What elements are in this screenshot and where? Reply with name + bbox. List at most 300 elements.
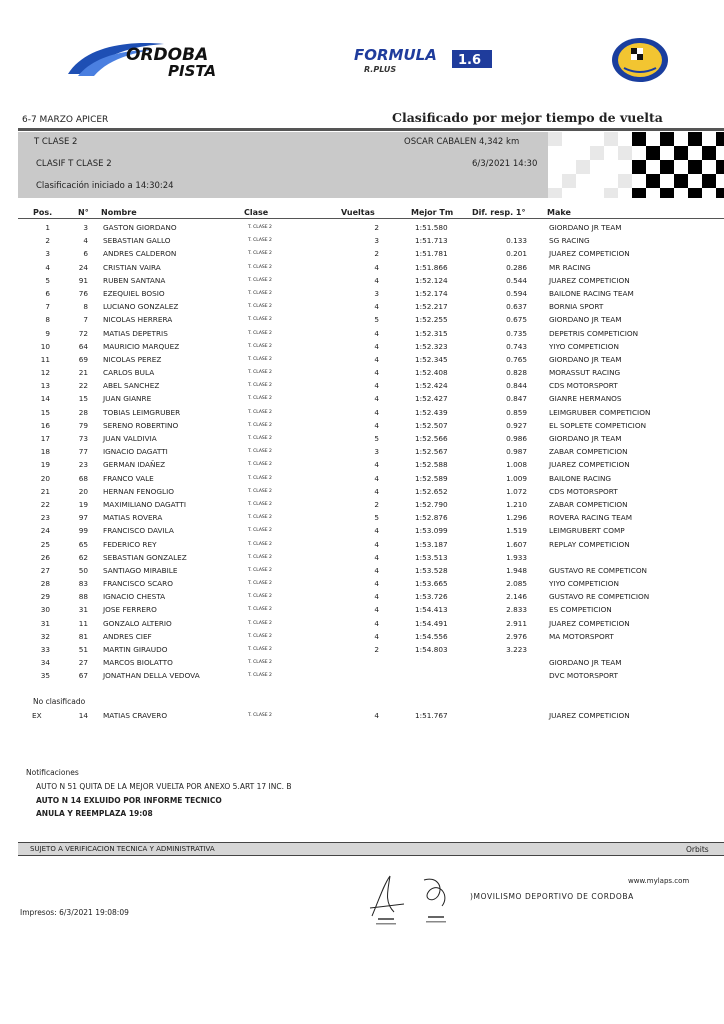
- row-driver: MAXIMILIANO DAGATTI: [103, 499, 186, 509]
- row-pos: 28: [40, 579, 50, 589]
- row-best-time: 1:53.513: [415, 552, 448, 562]
- club-badge-logo: [610, 36, 670, 84]
- cordoba-pista-logo: [64, 40, 240, 80]
- flag-square: [674, 174, 688, 188]
- row-class: T. CLASE 2: [248, 528, 272, 534]
- row-make: YIYO COMPETICION: [549, 341, 619, 351]
- flag-square: [590, 188, 604, 198]
- row-make: JUAREZ COMPETICION: [549, 460, 630, 470]
- row-make: MORASSUT RACING: [549, 368, 621, 378]
- row-best-time: 1:54.413: [415, 605, 448, 615]
- row-pos: 5: [45, 275, 50, 285]
- row-best-time: 1:54.491: [415, 618, 448, 628]
- flag-square: [562, 146, 576, 160]
- row-laps: 4: [374, 605, 379, 615]
- row-class: T. CLASE 2: [248, 475, 272, 481]
- flag-square: [660, 132, 674, 146]
- flag-square: [548, 160, 562, 174]
- note-line: AUTO N 51 QUITA DE LA MEJOR VUELTA POR ANEXO 5.ART 17 INC. B: [36, 782, 292, 791]
- flag-square: [590, 132, 604, 146]
- table-row: [0, 577, 724, 590]
- row-gap: 2.833: [506, 605, 527, 615]
- row-make: ZABAR COMPETICION: [549, 499, 628, 509]
- row-number: 76: [78, 288, 88, 298]
- row-number: 23: [78, 460, 88, 470]
- row-make: ES COMPETICION: [549, 605, 612, 615]
- checkered-flag-graphic: [548, 132, 724, 198]
- row-make: LEIMGRUBER COMPETICION: [549, 407, 651, 417]
- row-number: 4: [83, 236, 88, 246]
- row-best-time: 1:52.315: [415, 328, 448, 338]
- row-gap: 2.085: [506, 579, 527, 589]
- row-gap: 0.844: [506, 381, 527, 391]
- row-driver: SEBASTIAN GALLO: [103, 236, 171, 246]
- table-row: [0, 261, 724, 274]
- row-class: T. CLASE 2: [248, 449, 272, 455]
- flag-square: [716, 160, 724, 174]
- row-make: BAILONE RACING TEAM: [549, 288, 634, 298]
- row-pos: 3: [45, 249, 50, 259]
- flag-square: [576, 146, 590, 160]
- table-row: [0, 603, 724, 616]
- table-row: [0, 511, 724, 524]
- row-pos: 31: [40, 618, 50, 628]
- table-row: [0, 340, 724, 353]
- table-row: [0, 538, 724, 551]
- row-class: T. CLASE 2: [248, 594, 272, 600]
- row-best-time: 1:51.866: [415, 262, 448, 272]
- row-driver: SEBASTIAN GONZALEZ: [103, 552, 187, 562]
- row-laps: 4: [374, 368, 379, 378]
- row-make: ROVERA RACING TEAM: [549, 513, 633, 523]
- flag-square: [548, 132, 562, 146]
- row-driver: CARLOS BULA: [103, 368, 155, 378]
- row-number: 21: [78, 368, 88, 378]
- row-driver: JOSE FERRERO: [103, 605, 157, 615]
- col-header-best: Mejor Tm: [411, 208, 454, 217]
- provider-name: Orbits: [686, 845, 709, 854]
- svg-text:ORDOBA: ORDOBA: [126, 45, 209, 65]
- row-laps: 4: [374, 460, 379, 470]
- flag-square: [590, 146, 604, 160]
- flag-square: [562, 188, 576, 198]
- row-make: GUSTAVO RE COMPETICON: [549, 565, 648, 575]
- row-make: JUAREZ COMPETICION: [549, 249, 630, 259]
- row-laps: 4: [374, 565, 379, 575]
- table-row: [0, 669, 724, 682]
- row-number: 11: [78, 618, 88, 628]
- flag-square: [716, 146, 724, 160]
- row-pos: 26: [40, 552, 50, 562]
- row-number: 68: [78, 473, 88, 483]
- flag-square: [646, 160, 660, 174]
- flag-square: [646, 132, 660, 146]
- row-best-time: 1:53.665: [415, 579, 448, 589]
- row-laps: 4: [374, 618, 379, 628]
- row-laps: 5: [374, 513, 379, 523]
- report-title: Clasificado por mejor tiempo de vuelta: [392, 110, 663, 125]
- table-row: [0, 221, 724, 234]
- flag-square: [660, 146, 674, 160]
- row-laps: 4: [374, 420, 379, 430]
- flag-square: [604, 146, 618, 160]
- row-class: T. CLASE 2: [248, 264, 272, 270]
- row-make: GIANRE HERMANOS: [549, 394, 622, 404]
- row-driver: JONATHAN DELLA VEDOVA: [103, 671, 200, 681]
- flag-square: [618, 174, 632, 188]
- row-number: 69: [78, 354, 88, 364]
- flag-square: [674, 146, 688, 160]
- table-row: [0, 247, 724, 260]
- flag-square: [562, 160, 576, 174]
- flag-square: [688, 188, 702, 198]
- row-driver: EZEQUIEL BOSIO: [103, 288, 165, 298]
- row-laps: 4: [374, 579, 379, 589]
- row-make: SG RACING: [549, 236, 590, 246]
- flag-square: [562, 132, 576, 146]
- row-driver: ABEL SANCHEZ: [103, 381, 160, 391]
- table-row: [0, 300, 724, 313]
- row-number: 91: [78, 275, 88, 285]
- row-pos: 6: [45, 288, 50, 298]
- row-number: 31: [78, 605, 88, 615]
- row-best-time: 1:52.588: [415, 460, 448, 470]
- row-pos: 34: [40, 658, 50, 668]
- row-driver: JUAN VALDIVIA: [103, 434, 157, 443]
- row-pos: 27: [40, 565, 50, 575]
- row-pos: 12: [40, 368, 50, 378]
- table-row: [0, 617, 724, 630]
- table-row: [0, 287, 724, 300]
- row-class: T. CLASE 2: [248, 396, 272, 402]
- row-class: T. CLASE 2: [248, 515, 272, 521]
- row-driver: GASTON GIORDANO: [103, 223, 177, 232]
- event-name: 6-7 MARZO APICER: [22, 115, 109, 125]
- flag-square: [660, 188, 674, 198]
- row-driver: IGNACIO CHESTA: [103, 592, 166, 602]
- row-gap: 0.987: [506, 447, 527, 457]
- flag-square: [618, 188, 632, 198]
- row-laps: 4: [374, 407, 379, 417]
- row-best-time: 1:52.124: [415, 275, 448, 285]
- row-pos: 33: [40, 645, 50, 654]
- table-row: [0, 643, 724, 656]
- flag-square: [590, 174, 604, 188]
- row-laps: 4: [374, 275, 379, 285]
- flag-square: [716, 188, 724, 198]
- row-class: T. CLASE 2: [248, 567, 272, 573]
- row-driver: RUBEN SANTANA: [103, 275, 166, 285]
- flag-square: [702, 188, 716, 198]
- row-class: T. CLASE 2: [248, 541, 272, 547]
- row-number: 79: [78, 420, 88, 430]
- row-gap: 0.735: [506, 328, 527, 338]
- row-gap: 0.765: [506, 354, 527, 364]
- svg-text:1.6: 1.6: [458, 53, 482, 68]
- flag-square: [716, 174, 724, 188]
- category-label: T CLASE 2: [34, 137, 78, 147]
- row-gap: 1.210: [506, 499, 527, 509]
- row-driver: ANDRES CALDERON: [103, 249, 177, 259]
- row-pos: 9: [45, 328, 50, 338]
- table-row: [0, 472, 724, 485]
- table-row: [0, 656, 724, 669]
- flag-square: [618, 132, 632, 146]
- row-make: BORNIA SPORT: [549, 302, 604, 312]
- row-number: 65: [78, 539, 88, 549]
- row-gap: 0.201: [506, 249, 527, 259]
- row-driver: MAURICIO MARQUEZ: [103, 341, 180, 351]
- row-make: MA MOTORSPORT: [549, 631, 614, 641]
- table-row: [0, 432, 724, 445]
- row-pos: 21: [40, 486, 50, 496]
- row-pos: 10: [40, 341, 50, 351]
- row-number: 15: [78, 394, 88, 404]
- row-make: BAILONE RACING: [549, 473, 612, 483]
- row-laps: 4: [374, 526, 379, 536]
- col-header-name: Nombre: [101, 208, 137, 217]
- row-class: T. CLASE 2: [248, 356, 272, 362]
- row-driver: FRANCO VALE: [103, 473, 154, 483]
- row-driver: IGNACIO DAGATTI: [103, 447, 168, 457]
- row-pos: 18: [40, 447, 50, 457]
- row-pos: 24: [40, 526, 50, 536]
- row-gap: 0.544: [506, 275, 527, 285]
- row-pos: 1: [45, 223, 50, 232]
- row-class: T. CLASE 2: [248, 290, 272, 296]
- row-driver: TOBIAS LEIMGRUBER: [103, 407, 181, 417]
- row-driver: FRANCISCO SCARO: [103, 579, 173, 589]
- table-row: [0, 419, 724, 432]
- flag-square: [632, 132, 646, 146]
- row-laps: 2: [374, 499, 379, 509]
- flag-square: [702, 174, 716, 188]
- row-class: T. CLASE 2: [248, 317, 272, 323]
- row-class: T. CLASE 2: [248, 633, 272, 639]
- row-number: 64: [78, 341, 88, 351]
- flag-square: [604, 132, 618, 146]
- row-laps: 4: [374, 354, 379, 364]
- row-pos: 19: [40, 460, 50, 470]
- row-gap: 2.911: [506, 618, 527, 628]
- row-best-time: 1:53.528: [415, 565, 448, 575]
- table-row: [0, 498, 724, 511]
- row-make: CDS MOTORSPORT: [549, 381, 618, 391]
- formula-1-6-logo: [354, 46, 492, 76]
- row-class: T. CLASE 2: [248, 251, 272, 257]
- flag-square: [646, 174, 660, 188]
- flag-square: [702, 146, 716, 160]
- row-class: T. CLASE 2: [248, 462, 272, 468]
- row-best-time: 1:52.174: [415, 288, 448, 298]
- flag-square: [702, 160, 716, 174]
- row-number: 24: [78, 262, 88, 272]
- row-number: 7: [83, 315, 88, 325]
- row-gap: 0.286: [506, 262, 527, 272]
- flag-square: [632, 188, 646, 198]
- row-laps: 4: [374, 381, 379, 391]
- flag-square: [618, 160, 632, 174]
- row-best-time: 1:52.876: [415, 513, 448, 523]
- flag-square: [562, 174, 576, 188]
- row-class: T. CLASE 2: [248, 660, 272, 666]
- flag-square: [548, 188, 562, 198]
- row-make: YIYO COMPETICION: [549, 579, 619, 589]
- row-make: GIORDANO JR TEAM: [549, 658, 622, 668]
- flag-square: [576, 188, 590, 198]
- row-laps: 3: [374, 447, 379, 457]
- row-number: 72: [78, 328, 88, 338]
- col-header-laps: Vueltas: [341, 208, 375, 217]
- row-laps: 4: [374, 486, 379, 496]
- row-number: 27: [78, 658, 88, 668]
- row-class: T. CLASE 2: [248, 501, 272, 507]
- flag-square: [660, 174, 674, 188]
- row-gap: 0.133: [506, 236, 527, 246]
- row-best-time: 1:52.427: [415, 394, 448, 404]
- row-class: T. CLASE 2: [248, 383, 272, 389]
- row-driver: LUCIANO GONZALEZ: [103, 302, 179, 312]
- row-number: 50: [78, 565, 88, 575]
- flag-square: [674, 188, 688, 198]
- table-row: [0, 564, 724, 577]
- row-number: 3: [83, 223, 88, 232]
- flag-square: [674, 160, 688, 174]
- table-row: [0, 590, 724, 603]
- row-laps: 4: [374, 394, 379, 404]
- results-table: [0, 221, 724, 683]
- row-number: 51: [78, 645, 88, 654]
- row-gap: 1.072: [506, 486, 527, 496]
- table-row: [0, 274, 724, 287]
- flag-square: [604, 188, 618, 198]
- table-row: [0, 234, 724, 247]
- row-driver: MATIAS DEPETRIS: [103, 328, 168, 338]
- row-best-time: 1:54.803: [415, 645, 448, 654]
- row-number: 62: [78, 552, 88, 562]
- flag-square: [688, 160, 702, 174]
- classification-label: CLASIF T CLASE 2: [36, 159, 112, 169]
- row-number: 20: [78, 486, 88, 496]
- row-class: T. CLASE 2: [248, 225, 272, 230]
- row-gap: 1.519: [506, 526, 527, 536]
- table-row: [0, 630, 724, 643]
- flag-square: [632, 146, 646, 160]
- flag-square: [576, 174, 590, 188]
- row-gap: 0.847: [506, 394, 527, 404]
- row-laps: 4: [374, 262, 379, 272]
- row-gap: 0.675: [506, 315, 527, 325]
- row-gap: 1.607: [506, 539, 527, 549]
- row-driver: NICOLAS PEREZ: [103, 354, 162, 364]
- row-laps: 4: [374, 592, 379, 602]
- flag-square: [618, 146, 632, 160]
- row-pos: EX: [32, 711, 42, 720]
- row-make: JUAREZ COMPETICION: [549, 275, 630, 285]
- row-laps: 4: [374, 631, 379, 641]
- row-best-time: 1:52.566: [415, 434, 448, 443]
- row-pos: 30: [40, 605, 50, 615]
- not-classified-row: [0, 709, 724, 722]
- row-number: 81: [78, 631, 88, 641]
- row-number: 99: [78, 526, 88, 536]
- col-header-no: N°: [78, 208, 89, 217]
- row-make: ZABAR COMPETICION: [549, 447, 628, 457]
- row-make: JUAREZ COMPETICION: [549, 711, 630, 720]
- svg-text:FORMULA: FORMULA: [354, 46, 437, 64]
- row-pos: 35: [40, 671, 50, 681]
- row-make: GIORDANO JR TEAM: [549, 354, 622, 364]
- row-class: T. CLASE 2: [248, 581, 272, 587]
- row-best-time: 1:52.567: [415, 447, 448, 457]
- row-best-time: 1:52.790: [415, 499, 448, 509]
- row-driver: MATIAS CRAVERO: [103, 711, 168, 720]
- row-pos: 8: [45, 315, 50, 325]
- verification-note: SUJETO A VERIFICACION TECNICA Y ADMINISTRATIVA: [30, 845, 215, 853]
- row-best-time: 1:51.781: [415, 249, 448, 259]
- row-pos: 2: [45, 236, 50, 246]
- row-best-time: 1:52.424: [415, 381, 448, 391]
- row-number: 88: [78, 592, 88, 602]
- row-laps: 4: [374, 473, 379, 483]
- row-number: 97: [78, 513, 88, 523]
- row-laps: 4: [374, 341, 379, 351]
- row-driver: GERMAN IDAÑEZ: [103, 460, 166, 470]
- row-make: CDS MOTORSPORT: [549, 486, 618, 496]
- row-pos: 13: [40, 381, 50, 391]
- row-best-time: 1:54.556: [415, 631, 448, 641]
- row-class: T. CLASE 2: [248, 647, 272, 652]
- note-line-bold: ANULA Y REEMPLAZA 19:08: [36, 809, 153, 818]
- flag-square: [702, 132, 716, 146]
- row-number: 19: [78, 499, 88, 509]
- website-link[interactable]: www.mylaps.com: [628, 877, 690, 885]
- row-class: T. CLASE 2: [248, 620, 272, 626]
- row-pos: 29: [40, 592, 50, 602]
- row-make: GIORDANO JR TEAM: [549, 434, 622, 443]
- row-gap: 1.008: [506, 460, 527, 470]
- row-best-time: 1:52.589: [415, 473, 448, 483]
- flag-square: [646, 146, 660, 160]
- session-datetime: 6/3/2021 14:30: [472, 159, 538, 169]
- row-best-time: 1:52.507: [415, 420, 448, 430]
- row-pos: 22: [40, 499, 50, 509]
- row-make: JUAREZ COMPETICION: [549, 618, 630, 628]
- row-driver: GONZALO ALTERIO: [103, 618, 172, 628]
- row-laps: 4: [374, 328, 379, 338]
- row-best-time: 1:53.187: [415, 539, 448, 549]
- row-best-time: 1:52.652: [415, 486, 448, 496]
- row-class: T. CLASE 2: [248, 713, 272, 718]
- row-best-time: 1:53.099: [415, 526, 448, 536]
- row-make: EL SOPLETE COMPETICION: [549, 420, 647, 430]
- row-laps: 5: [374, 434, 379, 443]
- row-gap: 1.296: [506, 513, 527, 523]
- row-number: 8: [83, 302, 88, 312]
- row-class: T. CLASE 2: [248, 436, 272, 441]
- row-class: T. CLASE 2: [248, 277, 272, 283]
- flag-square: [632, 174, 646, 188]
- row-best-time: 1:52.345: [415, 354, 448, 364]
- flag-square: [548, 146, 562, 160]
- flag-square: [590, 160, 604, 174]
- row-laps: 5: [374, 315, 379, 325]
- table-row: [0, 458, 724, 471]
- row-best-time: 1:52.408: [415, 368, 448, 378]
- row-driver: CRISTIAN VAIRA: [103, 262, 161, 272]
- row-number: 28: [78, 407, 88, 417]
- row-laps: 4: [374, 302, 379, 312]
